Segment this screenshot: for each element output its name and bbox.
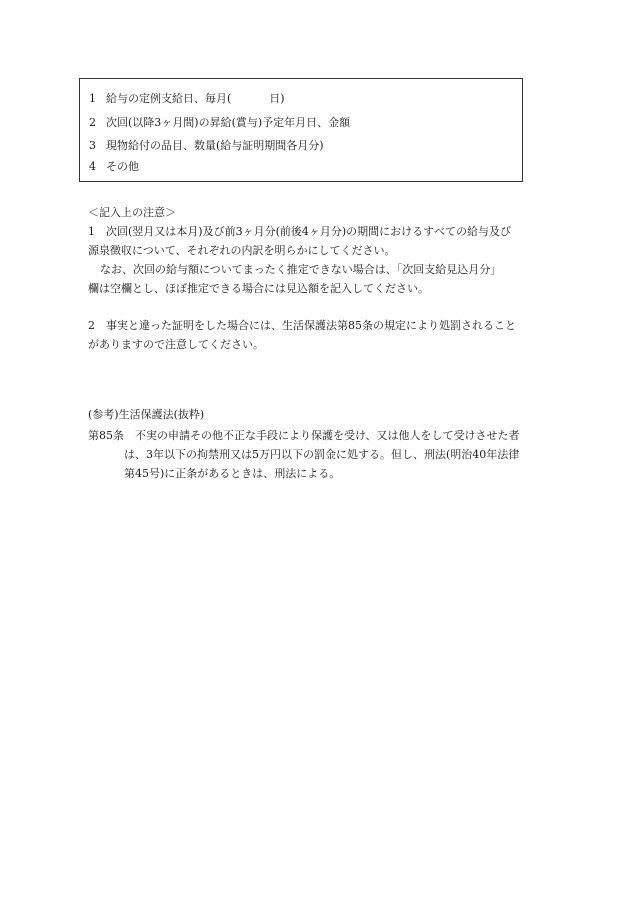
note-2-line-2: がありますので注意してください。: [88, 338, 264, 351]
notes-heading: ＜記入上の注意＞: [88, 206, 176, 219]
article-85-line-2: は、3年以下の拘禁刑又は5万円以下の罰金に処する。但し、刑法(明治40年法律: [124, 448, 520, 461]
note-1-line-3: なお、次回の給与額についてまったく推定できない場合は、「次回支給見込月分」: [100, 263, 502, 276]
article-85-line-1: 第85条 不実の申請その他不正な手段により保護を受け、又は他人をして受けさせた者: [88, 429, 520, 442]
note-1-line-4: 欄は空欄とし、ほぼ推定できる場合には見込額を記入してください。: [88, 282, 429, 295]
item-1: [89, 93, 285, 104]
item-text: 次回(以降3ヶ月間)の昇給(賞与)予定年月日、金額: [106, 116, 351, 129]
item-number: 4: [89, 160, 96, 173]
item-number: 1: [89, 92, 96, 105]
item-text: その他: [106, 160, 139, 173]
item-number: 3: [89, 139, 96, 152]
items-box: [79, 78, 523, 182]
note-1-line-1: 1 次回(翌月又は本月)及び前3ヶ月分(前後4ヶ月分)の期間におけるすべての給与及び: [88, 225, 511, 238]
note-1-line-2: 源泉徴収について、それぞれの内訳を明らかにしてください。: [88, 244, 396, 257]
item-text-suffix: 日): [269, 92, 285, 105]
item-text: 給与の定例支給日、毎月(: [106, 92, 232, 105]
note-2-line-1: 2 事実と違った証明をした場合には、生活保護法第85条の規定により処罰されること: [88, 319, 516, 332]
item-3: [89, 140, 324, 151]
reference-heading: (参考)生活保護法(抜粋): [88, 408, 205, 421]
item-number: 2: [89, 116, 96, 129]
item-text: 現物給付の品目、数量(給与証明期間各月分): [106, 139, 324, 152]
article-85-line-3: 第45号)に正条があるときは、刑法による。: [124, 467, 341, 480]
item-4: [89, 161, 139, 172]
item-2: [89, 117, 350, 128]
